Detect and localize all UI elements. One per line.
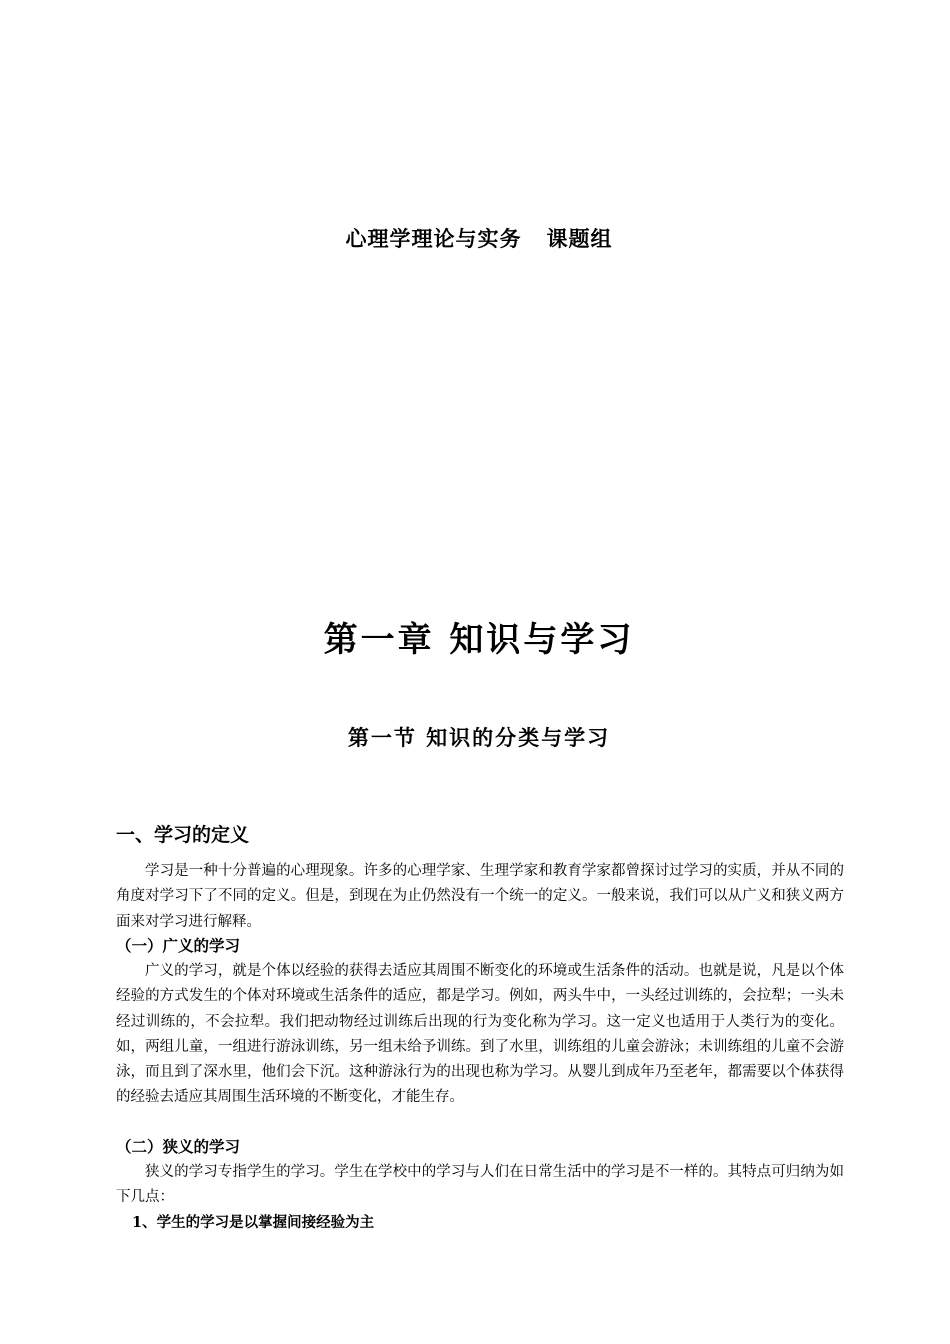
section-title: 第一节 知识的分类与学习 bbox=[347, 725, 611, 750]
broad-learning-paragraph: 广义的学习，就是个体以经验的获得去适应其周围不断变化的环境或生活条件的活动。也就是说，凡是以个体经验的方式发生的个体对环境或生活条件的适应，都是学习。例如，两头牛中，一头经过训练的，会拉犁；一头未经过训练的，不会拉犁。我们把动物经过训练后出现的行为变化称为学习。这一定义也适用于人类行为的变化。如，两组儿童，一组进行游泳训练，另一组未给予训练。到了水里，训练组的儿童会游泳；未训练组的儿童不会游泳，而且到了深水里，他们会下沉。这种游泳行为的出现也称为学习。从婴儿到成年乃至老年，都需要以个体获得的经验去适应其周围生活环境的不断变化，才能生存。 bbox=[116, 963, 844, 1106]
narrow-learning-point-1: 1、学生的学习是以掌握间接经验为主 bbox=[132, 1214, 375, 1231]
group-title: 心理学理论与实务 课题组 bbox=[345, 227, 613, 251]
heading-broad-learning: （一）广义的学习 bbox=[116, 937, 241, 955]
chapter-title: 第一章 知识与学习 bbox=[323, 620, 635, 660]
heading-narrow-learning: （二）狭义的学习 bbox=[116, 1138, 241, 1156]
narrow-learning-paragraph: 狭义的学习专指学生的学习。学生在学校中的学习与人们在日常生活中的学习是不一样的。其特点可归纳为如下几点： bbox=[116, 1164, 844, 1206]
intro-paragraph: 学习是一种十分普遍的心理现象。许多的心理学家、生理学家和教育学家都曾探讨过学习的实质，并从不同的角度对学习下了不同的定义。但是，到现在为止仍然没有一个统一的定义。一般来说，我们可以从广义和狭义两方面来对学习进行解释。 bbox=[116, 863, 844, 930]
heading-learning-definition: 一、学习的定义 bbox=[116, 824, 250, 846]
